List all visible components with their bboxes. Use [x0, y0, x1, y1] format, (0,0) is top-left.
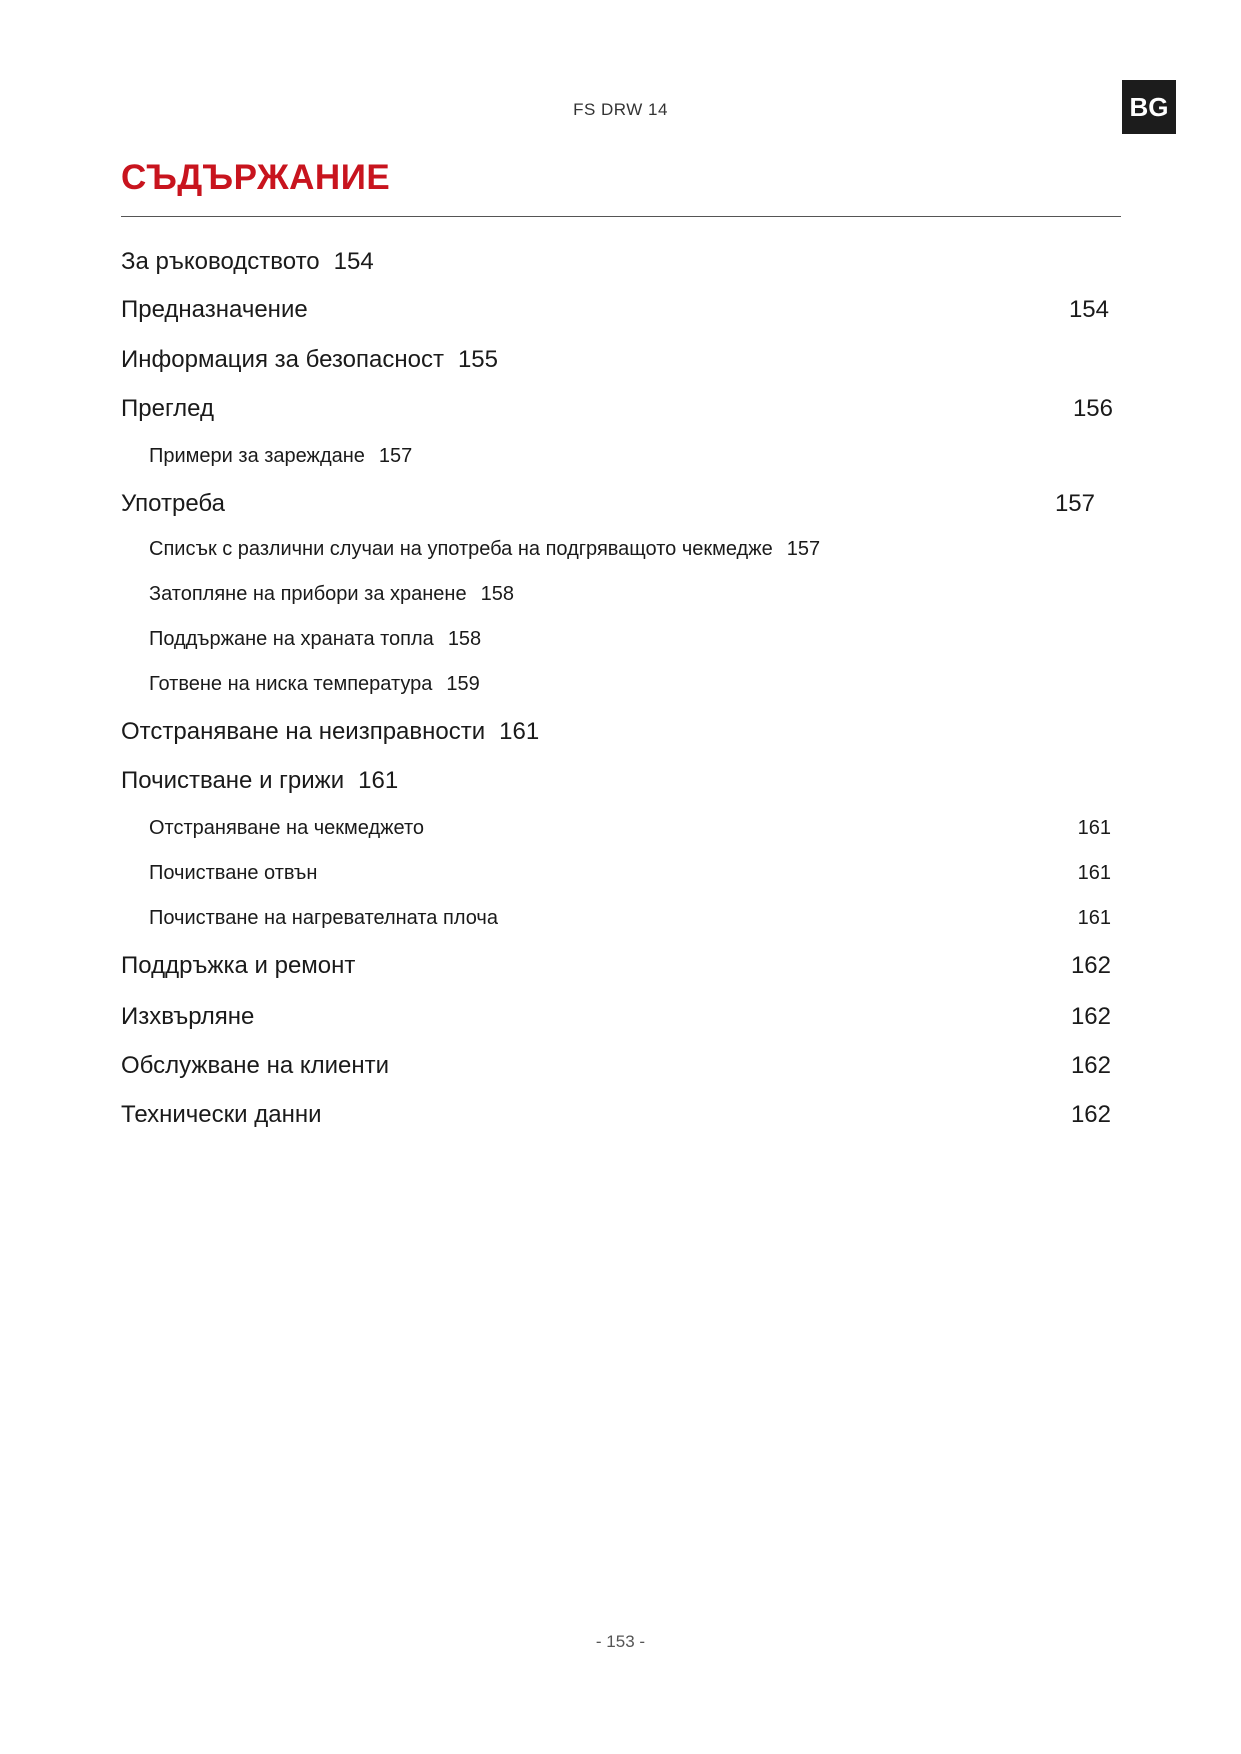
toc-entry-title: Отстраняване на неизправности — [121, 718, 486, 745]
toc-entry[interactable] — [149, 445, 412, 468]
toc-entry[interactable] — [121, 395, 1113, 423]
page-number: - 153 - — [595, 1632, 646, 1651]
toc-entry-page: 162 — [1070, 1101, 1111, 1128]
toc-entry-page: 155 — [457, 346, 498, 373]
model-name: FS DRW 14 — [573, 100, 668, 119]
toc-entry-title: Преглед — [121, 395, 214, 422]
toc-entry-page: 162 — [1070, 1052, 1111, 1079]
toc-entry[interactable] — [149, 673, 480, 696]
toc-entry[interactable] — [121, 952, 1111, 980]
toc-entry-page: 161 — [1077, 817, 1111, 839]
title-divider — [121, 216, 1121, 217]
toc-entry[interactable] — [121, 718, 539, 746]
toc-entry-page: 161 — [499, 718, 540, 745]
toc-entry-page: 157 — [378, 445, 413, 467]
toc-entry-title: Поддържане на храната топла — [149, 628, 434, 650]
page-title: СЪДЪРЖАНИЕ — [121, 158, 391, 197]
toc-entry-title: Примери за зареждане — [149, 445, 365, 467]
toc-entry-page: 161 — [358, 767, 399, 794]
toc-entry[interactable] — [149, 907, 1111, 930]
toc-entry-page: 158 — [447, 628, 482, 650]
toc-entry-title: За ръководството — [121, 248, 320, 275]
toc-entry[interactable] — [121, 248, 374, 276]
toc-entry-page: 156 — [1072, 395, 1113, 422]
toc-entry-title: Готвене на ниска температура — [149, 673, 433, 695]
toc-entry-title: Почистване на нагревателната плоча — [149, 907, 498, 929]
toc-entry-page: 154 — [1068, 296, 1109, 323]
toc-entry-title: Отстраняване на чекмеджето — [149, 817, 425, 839]
toc-entry-title: Обслужване на клиенти — [121, 1052, 390, 1079]
toc-entry-page: 154 — [333, 248, 374, 275]
toc-entry-page: 159 — [446, 673, 480, 695]
toc-entry-title: Изхвърляне — [121, 1003, 255, 1030]
toc-entry-page: 157 — [786, 538, 821, 560]
toc-entry[interactable] — [149, 583, 514, 606]
toc-entry-page: 161 — [1077, 907, 1111, 929]
toc-entry[interactable] — [121, 1003, 1111, 1031]
toc-entry-title: Списък с различни случаи на употреба на подгряващото чекмедже — [149, 538, 773, 560]
toc-entry-page: 162 — [1070, 1003, 1111, 1030]
toc-entry-page: 161 — [1077, 862, 1111, 884]
toc-entry-title: Технически данни — [121, 1101, 322, 1128]
toc-entry-page: 157 — [1054, 490, 1095, 517]
toc-entry[interactable] — [149, 862, 1111, 885]
toc-entry-title: Предназначение — [121, 296, 308, 323]
toc-entry[interactable] — [121, 490, 1095, 518]
language-badge: BG — [1122, 80, 1176, 134]
toc-entry[interactable] — [121, 1101, 1111, 1129]
toc-entry-page: 158 — [480, 583, 514, 605]
toc-entry-page: 162 — [1070, 952, 1111, 979]
toc-entry[interactable] — [121, 346, 498, 374]
toc-entry[interactable] — [149, 538, 820, 561]
toc-entry-title: Информация за безопасност — [121, 346, 444, 373]
toc-entry[interactable] — [149, 817, 1111, 840]
toc-entry[interactable] — [121, 767, 398, 795]
toc-entry-title: Поддръжка и ремонт — [121, 952, 356, 979]
toc-entry-title: Почистване и грижи — [121, 767, 345, 794]
toc-entry-title: Употреба — [121, 490, 225, 517]
toc-entry-title: Почистване отвън — [149, 862, 318, 884]
toc-entry-title: Затопляне на прибори за хранене — [149, 583, 467, 605]
toc-entry[interactable] — [121, 296, 1109, 324]
toc-entry[interactable] — [121, 1052, 1111, 1080]
toc-entry[interactable] — [149, 628, 481, 651]
